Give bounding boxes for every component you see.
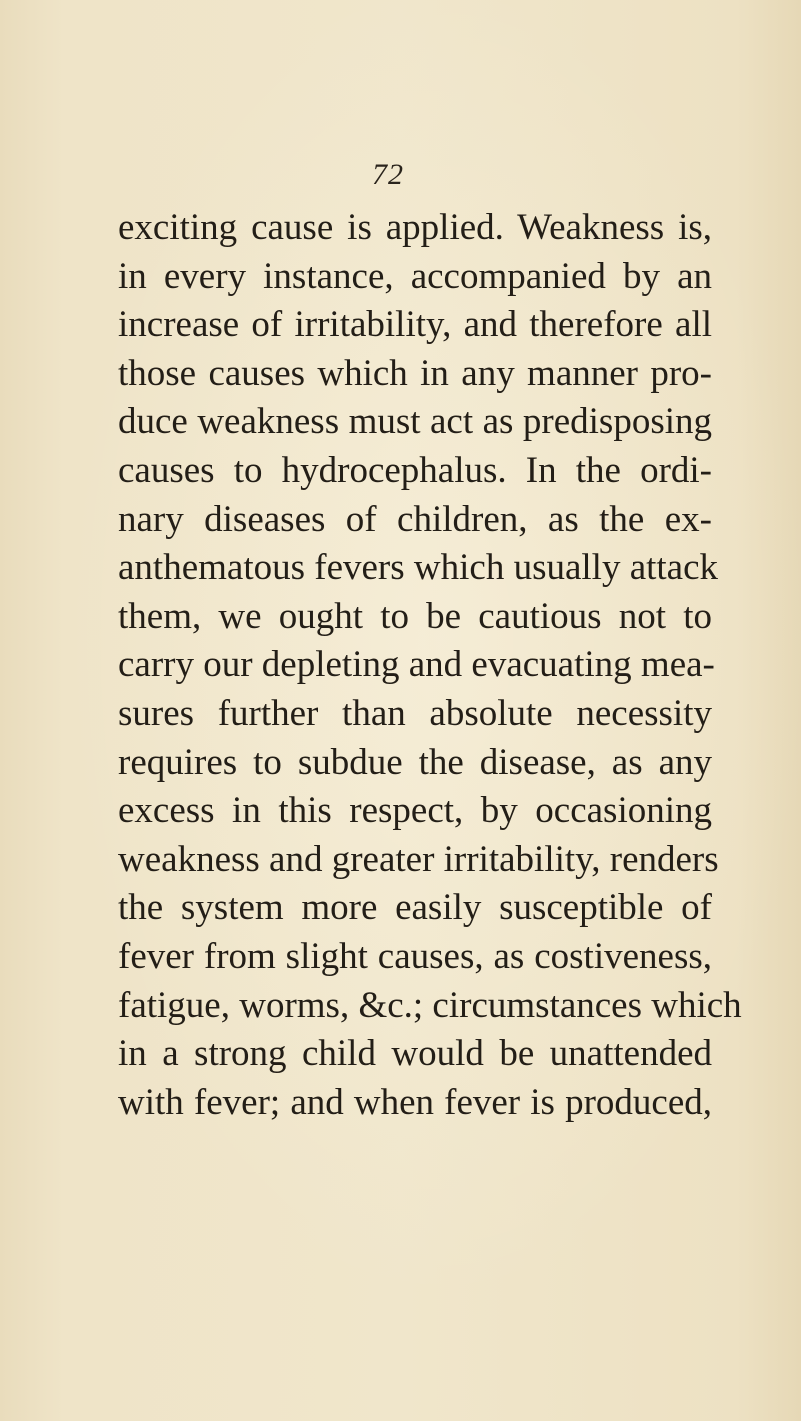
text-line: anthematous fevers which usually attack	[118, 547, 719, 589]
text-line: fatigue, worms, &c.; circumstances which	[118, 984, 742, 1026]
text-line: with fever; and when fever is produced,	[118, 1081, 712, 1123]
text-line: fever from slight causes, as costiveness,	[118, 935, 712, 977]
text-line: nary diseases of children, as the ex-	[118, 498, 712, 540]
text-line: sures further than absolute necessity	[118, 692, 712, 734]
page-number: 72	[372, 158, 404, 191]
text-line: exciting cause is applied. Weakness is,	[118, 207, 712, 248]
text-line: duce weakness must act as predisposing	[118, 401, 712, 443]
text-line: them, we ought to be cautious not to	[118, 595, 712, 637]
text-line: in a strong child would be unattended	[118, 1033, 712, 1075]
text-line: excess in this respect, by occasioning	[118, 790, 712, 832]
text-line: in every instance, accompanied by an	[118, 255, 712, 297]
text-line: the system more easily susceptible of	[118, 887, 712, 929]
body-text	[118, 204, 742, 1127]
text-line: carry our depleting and evacuating mea-	[118, 644, 715, 686]
text-line: requires to subdue the disease, as any	[118, 741, 712, 783]
text-line: causes to hydrocephalus. In the ordi-	[118, 449, 712, 491]
text-line: weakness and greater irritability, renders	[118, 838, 719, 880]
text-line: those causes which in any manner pro-	[118, 352, 712, 394]
text-line: increase of irritability, and therefore all	[118, 304, 712, 346]
